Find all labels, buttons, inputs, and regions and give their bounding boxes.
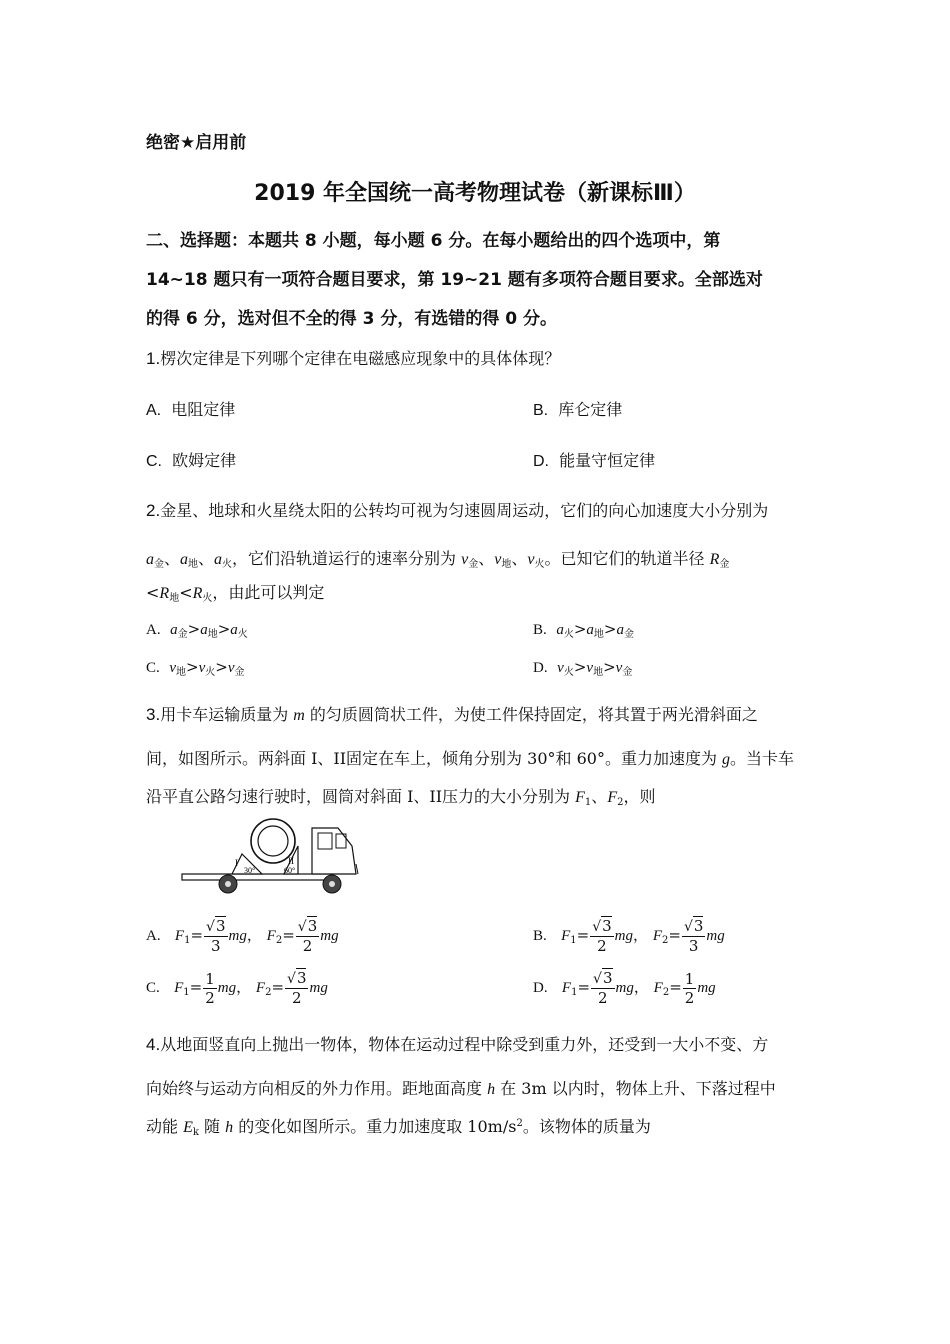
question-number: 2.: [146, 501, 161, 520]
var-F: F: [174, 928, 185, 944]
denominator: 2: [597, 937, 607, 955]
var-F: F: [174, 980, 184, 996]
var-F: F: [561, 928, 571, 944]
text: 随: [198, 1117, 226, 1136]
sqrt-arg: 3: [602, 969, 613, 987]
option-label: D.: [533, 660, 548, 676]
var-F: F: [561, 980, 572, 996]
sub: 2: [265, 987, 272, 998]
sub: 1: [571, 987, 578, 998]
gap: ，: [633, 978, 649, 996]
var-v: v: [227, 660, 235, 676]
sqrt-sign: √: [592, 919, 602, 935]
var-a: a: [586, 622, 594, 638]
gap: ，: [246, 926, 262, 944]
sqrt-arg: 3: [693, 917, 704, 935]
eq: =: [669, 978, 682, 996]
var-R: R: [159, 585, 170, 602]
question-number: 4.: [146, 1035, 161, 1054]
sub-di: 地: [501, 559, 512, 570]
option-text: 欧姆定律: [172, 451, 237, 470]
var-m: m: [293, 707, 305, 724]
sub: 金: [177, 629, 188, 640]
sqrt-sign: √: [593, 971, 602, 987]
var-a: a: [214, 551, 223, 568]
gt: >: [215, 658, 228, 676]
denominator: 2: [302, 937, 313, 955]
option-text: 电阻定律: [171, 400, 236, 419]
gt: >: [603, 658, 616, 676]
sep: 、: [198, 549, 215, 568]
text: 从地面竖直向上抛出一物体，物体在运动过程中除受到重力外，还受到一大小不变、方: [160, 1035, 769, 1054]
sub: 地: [593, 629, 604, 640]
var-mg: mg: [615, 980, 634, 996]
text: 动能: [146, 1117, 184, 1136]
text: ，它们沿轨道运行的速率分别为: [232, 549, 462, 568]
sub: 1: [184, 935, 191, 946]
question-number: 1.: [146, 349, 161, 368]
sup: 2: [516, 1118, 523, 1129]
option-label: B.: [533, 402, 549, 419]
var-v: v: [586, 660, 594, 676]
question-1-text: 楞次定律是下列哪个定律在电磁感应现象中的具体体现？: [160, 349, 561, 368]
q3-option-a: [146, 917, 339, 955]
var-a: a: [556, 622, 564, 638]
sqrt-sign: √: [683, 919, 693, 935]
sub-jin: 金: [468, 559, 479, 570]
gt: >: [217, 620, 231, 638]
sub: 地: [207, 629, 218, 640]
var-F: F: [607, 789, 618, 806]
sub: 2: [661, 935, 669, 946]
lt: <: [179, 583, 193, 602]
text: 。当卡车: [730, 749, 795, 768]
sub-di: 地: [188, 559, 199, 570]
sub: 2: [275, 935, 283, 946]
sep: 、: [511, 549, 528, 568]
sqrt-sign: √: [287, 971, 296, 987]
var-v: v: [615, 660, 623, 676]
question-3-line-1: [146, 702, 758, 725]
sub: 金: [234, 667, 245, 678]
var-F: F: [266, 928, 276, 944]
var-h: h: [225, 1119, 234, 1136]
q2-option-a: [146, 620, 248, 639]
option-label: C.: [146, 453, 162, 470]
option-label: B.: [533, 622, 547, 638]
fraction: [591, 969, 614, 1007]
var-a: a: [180, 551, 189, 568]
sqrt-sign: √: [206, 919, 215, 935]
question-1: [146, 346, 560, 369]
q1-option-a: [146, 397, 235, 420]
fraction: [683, 970, 697, 1007]
q1-option-d: [533, 448, 655, 471]
option-label: A.: [146, 622, 161, 638]
angle-60: 60°: [284, 866, 296, 875]
fraction: [296, 917, 319, 955]
denominator: 3: [210, 937, 221, 955]
question-4-line-3: [146, 1114, 651, 1137]
gt: >: [573, 620, 587, 638]
gt: >: [603, 620, 617, 638]
var-F: F: [575, 789, 585, 806]
var-v: v: [494, 551, 502, 568]
var-mg: mg: [614, 928, 634, 944]
section-intro-line-1: 二、选择题：本题共 8 小题，每小题 6 分。在每小题给出的四个选项中，第: [146, 231, 721, 251]
question-number: 3.: [146, 705, 161, 724]
eq: =: [190, 926, 204, 944]
sep: 、: [591, 787, 608, 806]
gap: ，: [633, 926, 649, 944]
sub-huo: 火: [534, 559, 545, 570]
numerator: 1: [205, 969, 215, 988]
sub: 地: [175, 667, 186, 678]
denominator: 2: [684, 988, 695, 1007]
text: ，由此可以判定: [212, 583, 325, 602]
numerator: 1: [684, 969, 695, 988]
sep: 、: [478, 549, 495, 568]
sub: 火: [563, 667, 574, 678]
text: 的变化如图所示。重力加速度取 10m/s: [233, 1117, 517, 1136]
var-mg: mg: [697, 980, 716, 996]
sep: 、: [164, 549, 181, 568]
var-a: a: [616, 622, 624, 638]
var-a: a: [170, 622, 178, 638]
sub: 火: [563, 629, 574, 640]
var-F: F: [255, 980, 266, 996]
sqrt-arg: 3: [296, 969, 307, 987]
sub-jin: 金: [154, 559, 164, 570]
angle-30: 30°: [244, 866, 256, 875]
label-I: I: [235, 858, 238, 868]
gt: >: [185, 658, 199, 676]
text: 。已知它们的轨道半径: [544, 549, 710, 568]
section-intro-line-2: 14~18 题只有一项符合题目要求，第 19~21 题有多项符合题目要求。全部选对: [146, 270, 763, 290]
denominator: 2: [205, 988, 215, 1007]
question-2-line-3: [146, 580, 324, 603]
text: 用卡车运输质量为: [160, 705, 294, 724]
denominator: 2: [597, 989, 608, 1007]
sub: 1: [570, 935, 577, 946]
eq: =: [282, 926, 295, 944]
question-text: 金星、地球和火星绕太阳的公转均可视为匀速圆周运动，它们的向心加速度大小分别为: [160, 501, 769, 520]
text: ，则: [623, 787, 656, 806]
sub: 1: [183, 987, 190, 998]
q3-option-b: [533, 917, 725, 955]
truck-cab: [312, 828, 356, 874]
option-label: D.: [533, 453, 549, 470]
fraction: [285, 969, 308, 1007]
q1-option-b: [533, 397, 622, 420]
question-2-line-1: [146, 498, 768, 521]
q2-option-b: [533, 620, 634, 639]
sub-di: 地: [169, 593, 180, 604]
var-v: v: [461, 551, 469, 568]
text: 沿平直公路匀速行驶时，圆筒对斜面 I、II压力的大小分别为: [146, 787, 576, 806]
confidential-stamp: 绝密★启用前: [146, 133, 247, 153]
page-title: 2019 年全国统一高考物理试卷（新课标Ⅲ）: [254, 181, 696, 206]
eq: =: [271, 978, 285, 996]
sub-jin: 金: [719, 559, 730, 570]
sub: 金: [623, 629, 634, 640]
eq: =: [577, 978, 591, 996]
q1-option-c: [146, 448, 236, 471]
sqrt-arg: 3: [307, 917, 318, 935]
var-mg: mg: [217, 980, 237, 996]
q2-option-c: [146, 658, 244, 677]
sub: 金: [622, 667, 633, 678]
gt: >: [573, 658, 587, 676]
sub: 2: [662, 987, 670, 998]
text: 向始终与运动方向相反的外力作用。距地面高度: [146, 1079, 488, 1098]
option-label: A.: [146, 402, 162, 419]
fraction: [590, 917, 613, 955]
text: 在 3m 以内时，物体上升、下落过程中: [495, 1079, 776, 1098]
question-3-line-2: [146, 746, 794, 769]
sub: 1: [584, 797, 592, 808]
sub-huo: 火: [222, 559, 233, 570]
sqrt-arg: 3: [602, 917, 612, 935]
text: 的匀质圆筒状工件，为使工件保持固定，将其置于两光滑斜面之: [304, 705, 758, 724]
sub: 火: [205, 667, 216, 678]
option-label: D.: [533, 980, 548, 996]
sub: 地: [593, 667, 604, 678]
option-label: A.: [146, 928, 161, 944]
var-g: g: [722, 751, 731, 768]
fraction: [204, 917, 227, 955]
var-mg: mg: [309, 980, 328, 996]
option-label: C.: [146, 980, 160, 996]
var-v: v: [169, 660, 176, 676]
var-R: R: [709, 551, 720, 568]
truck-bed: [182, 874, 332, 880]
sqrt-sign: √: [297, 919, 307, 935]
denominator: 2: [291, 989, 302, 1007]
option-text: 库仑定律: [558, 400, 623, 419]
option-text: 能量守恒定律: [559, 451, 656, 470]
q2-option-d: [533, 658, 632, 677]
var-a: a: [146, 551, 154, 568]
sub: 2: [617, 797, 624, 808]
question-4-line-2: [146, 1076, 776, 1099]
question-3-line-3: [146, 784, 655, 807]
var-E: E: [183, 1119, 193, 1136]
fraction: [682, 917, 705, 955]
question-2-line-2: [146, 546, 729, 569]
var-F: F: [653, 980, 663, 996]
option-label: C.: [146, 660, 160, 676]
q3-option-c: [146, 969, 328, 1007]
question-4-line-1: [146, 1032, 768, 1055]
option-label: B.: [533, 928, 547, 944]
lt: <: [146, 583, 160, 602]
gt: >: [187, 620, 201, 638]
var-v: v: [557, 660, 564, 676]
var-a: a: [200, 622, 208, 638]
sqrt-arg: 3: [215, 917, 226, 935]
eq: =: [668, 926, 681, 944]
var-a: a: [230, 622, 238, 638]
var-mg: mg: [706, 928, 725, 944]
eq: =: [576, 926, 590, 944]
text: 间，如图所示。两斜面 I、II固定在车上，倾角分别为 30°和 60°。重力加速度为: [146, 749, 723, 768]
text: 。该物体的质量为: [522, 1117, 651, 1136]
var-mg: mg: [320, 928, 339, 944]
var-v: v: [527, 551, 535, 568]
section-intro-line-3: 的得 6 分，选对但不全的得 3 分，有选错的得 0 分。: [146, 309, 557, 329]
gap: ，: [236, 978, 252, 996]
var-mg: mg: [228, 928, 247, 944]
q3-option-d: [533, 969, 716, 1007]
eq: =: [189, 978, 203, 996]
denominator: 3: [688, 937, 699, 955]
sub: k: [192, 1127, 199, 1138]
var-F: F: [652, 928, 662, 944]
fraction: [203, 970, 217, 1007]
var-v: v: [198, 660, 206, 676]
sub-huo: 火: [202, 593, 213, 604]
var-R: R: [192, 585, 203, 602]
sub: 火: [237, 629, 248, 640]
label-II: II: [288, 856, 294, 866]
var-h: h: [487, 1081, 496, 1098]
truck-figure: [180, 816, 360, 896]
